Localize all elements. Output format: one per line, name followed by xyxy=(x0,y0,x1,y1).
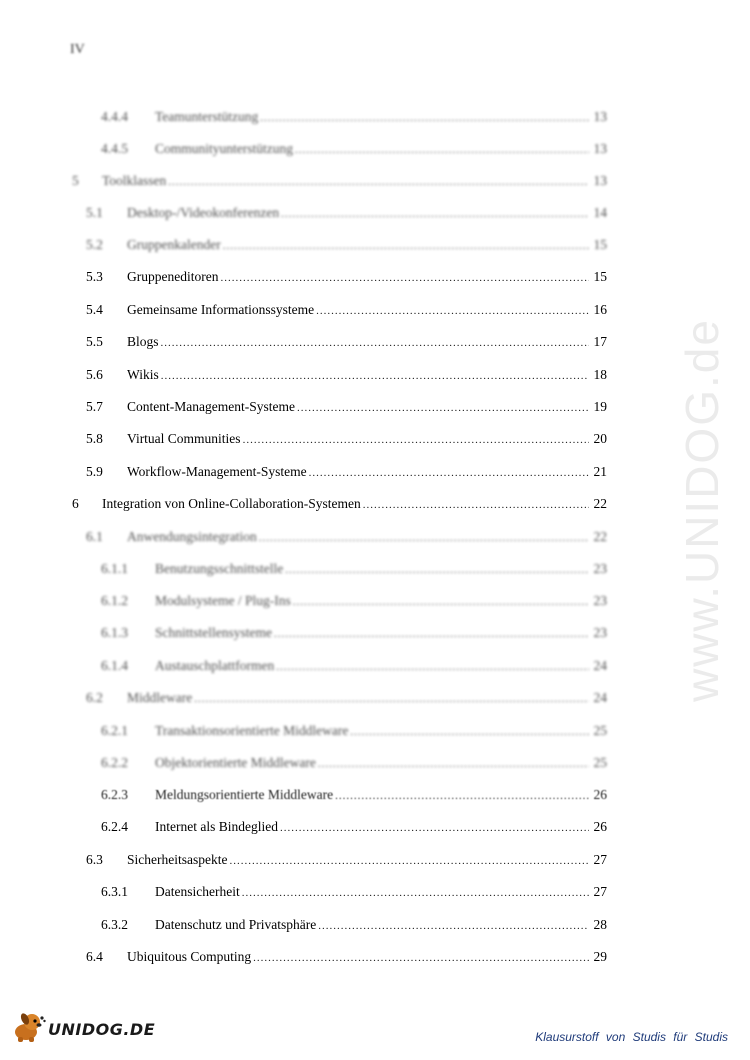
toc-entry-number: 6.3.1 xyxy=(101,884,128,899)
toc-entry-page: 13 xyxy=(593,173,607,188)
toc-entry-page: 20 xyxy=(593,431,607,446)
toc-entry xyxy=(101,106,607,128)
toc-entry xyxy=(86,266,607,288)
toc-entry-page: 15 xyxy=(593,269,607,284)
toc-entry-page: 26 xyxy=(593,819,607,834)
watermark-text: www.UNIDOG.de xyxy=(676,318,729,702)
dot-leader xyxy=(309,462,589,484)
toc-entry-title: Austauschplattformen xyxy=(155,658,275,673)
toc-entry-number: 6.2.2 xyxy=(101,755,128,770)
toc-entry-title: Modulsysteme / Plug-Ins xyxy=(155,593,291,608)
dot-leader xyxy=(274,623,589,645)
dot-leader xyxy=(316,300,589,322)
dot-leader xyxy=(253,947,589,969)
toc-entry-title: Benutzungsschnittstelle xyxy=(155,561,284,576)
toc-entry xyxy=(86,396,607,418)
toc-entry-page: 15 xyxy=(593,237,607,252)
dog-icon xyxy=(12,1010,46,1049)
toc-entry xyxy=(86,234,607,256)
toc-entry xyxy=(101,752,607,774)
toc-entry xyxy=(101,655,607,677)
toc-entry xyxy=(101,816,607,838)
toc-entry-number: 5.3 xyxy=(86,269,103,284)
dot-leader xyxy=(280,817,589,839)
footer-tagline: Klausurstoff von Studis für Studis xyxy=(535,1030,728,1044)
dot-leader xyxy=(194,688,589,710)
logo-text: UNIDOG.DE xyxy=(48,1020,156,1039)
toc-entry xyxy=(101,622,607,644)
toc-entry-page: 27 xyxy=(593,884,607,899)
toc-entry-page: 24 xyxy=(593,658,607,673)
unidog-logo[interactable] xyxy=(12,1010,155,1049)
toc-entry-page: 13 xyxy=(593,109,607,124)
toc-entry-number: 5.8 xyxy=(86,431,103,446)
toc-entry xyxy=(86,331,607,353)
toc-entry-page: 29 xyxy=(593,949,607,964)
toc-entry xyxy=(101,914,607,936)
toc-entry-page: 26 xyxy=(593,787,607,802)
dot-leader xyxy=(318,915,589,937)
toc-entry-title: Content-Management-Systeme xyxy=(127,399,295,414)
toc-entry-number: 4.4.4 xyxy=(101,109,128,124)
dot-leader xyxy=(220,267,589,289)
toc-entry-number: 6 xyxy=(72,496,79,511)
toc-entry-page: 27 xyxy=(593,852,607,867)
toc-entry-page: 14 xyxy=(593,205,607,220)
toc-entry xyxy=(72,493,607,515)
toc-entry-number: 6.1.3 xyxy=(101,625,128,640)
toc-entry-title: Teamunterstützung xyxy=(155,109,259,124)
toc-entry-title: Blogs xyxy=(127,334,159,349)
toc-entry-page: 24 xyxy=(593,690,607,705)
toc-entry-number: 4.4.5 xyxy=(101,141,128,156)
toc-entry xyxy=(86,428,607,450)
toc-entry xyxy=(101,720,607,742)
toc-entry-page: 22 xyxy=(593,496,607,511)
toc-entry-number: 6.2.3 xyxy=(101,787,128,802)
toc-entry-title: Meldungsorientierte Middleware xyxy=(155,787,334,802)
dot-leader xyxy=(293,591,589,613)
toc-entry xyxy=(72,170,607,192)
dot-leader xyxy=(260,107,589,129)
toc-entry-number: 5.2 xyxy=(86,237,103,252)
toc-entry-title: Ubiquitous Computing xyxy=(127,949,252,964)
dot-leader xyxy=(285,559,589,581)
toc-entry-page: 17 xyxy=(593,334,607,349)
toc-entry-page: 19 xyxy=(593,399,607,414)
toc-entry-number: 6.3.2 xyxy=(101,917,128,932)
toc-entry-page: 22 xyxy=(593,529,607,544)
toc-entry-number: 5.4 xyxy=(86,302,103,317)
toc-entry-title: Workflow-Management-Systeme xyxy=(127,464,307,479)
toc-entry-page: 16 xyxy=(593,302,607,317)
toc-entry-page: 23 xyxy=(593,593,607,608)
toc-entry-number: 6.2.4 xyxy=(101,819,128,834)
dot-leader xyxy=(168,171,589,193)
page-number: IV xyxy=(70,42,85,57)
toc-entry xyxy=(86,946,607,968)
dot-leader xyxy=(295,139,589,161)
toc-entry-page: 13 xyxy=(593,141,607,156)
toc-entry-number: 6.1.4 xyxy=(101,658,128,673)
toc-entry-page: 25 xyxy=(593,755,607,770)
toc-entry-title: Communityunterstützung xyxy=(155,141,293,156)
toc-entry-title: Datensicherheit xyxy=(155,884,240,899)
dot-leader xyxy=(276,656,589,678)
toc-entry-page: 21 xyxy=(593,464,607,479)
toc-entry xyxy=(101,138,607,160)
toc-entry-title: Internet als Bindeglied xyxy=(155,819,278,834)
toc-entry-title: Middleware xyxy=(127,690,193,705)
dot-leader xyxy=(243,429,589,451)
toc-entry xyxy=(86,849,607,871)
dot-leader xyxy=(281,203,589,225)
toc-entry xyxy=(86,687,607,709)
toc-entry-title: Datenschutz und Privatsphäre xyxy=(155,917,317,932)
toc-entry-number: 6.1 xyxy=(86,529,103,544)
toc-entry-title: Schnittstellensysteme xyxy=(155,625,272,640)
dot-leader xyxy=(335,785,589,807)
toc-entry xyxy=(101,558,607,580)
toc-entry-number: 6.2 xyxy=(86,690,103,705)
toc-entry-title: Wikis xyxy=(127,367,159,382)
toc-entry-page: 28 xyxy=(593,917,607,932)
dot-leader xyxy=(318,753,589,775)
dot-leader xyxy=(161,365,589,387)
dot-leader xyxy=(242,882,589,904)
toc-entry-title: Anwendungsintegration xyxy=(127,529,257,544)
toc-entry-title: Gruppeneditoren xyxy=(127,269,219,284)
dot-leader xyxy=(223,235,589,257)
toc-entry xyxy=(86,299,607,321)
watermark xyxy=(672,280,732,740)
toc-entry-number: 5.5 xyxy=(86,334,103,349)
toc-entry-title: Objektorientierte Middleware xyxy=(155,755,316,770)
toc-entry xyxy=(101,881,607,903)
toc-entry-number: 5.1 xyxy=(86,205,103,220)
toc-entry-page: 18 xyxy=(593,367,607,382)
toc-entry-title: Integration von Online-Collaboration-Systemen xyxy=(102,496,361,511)
dot-leader xyxy=(363,494,589,516)
toc-entry-number: 6.1.1 xyxy=(101,561,128,576)
toc-entry-title: Transaktionsorientierte Middleware xyxy=(155,723,349,738)
toc-entry-number: 5.6 xyxy=(86,367,103,382)
toc-entry-number: 5.9 xyxy=(86,464,103,479)
toc-entry-page: 23 xyxy=(593,561,607,576)
toc-entry-number: 6.1.2 xyxy=(101,593,128,608)
toc-entry-title: Toolklassen xyxy=(102,173,167,188)
toc-entry-page: 25 xyxy=(593,723,607,738)
dot-leader xyxy=(297,397,589,419)
toc-entry-number: 5.7 xyxy=(86,399,103,414)
toc-entry xyxy=(86,202,607,224)
dot-leader xyxy=(259,527,589,549)
toc-entry-title: Virtual Communities xyxy=(127,431,241,446)
dot-leader xyxy=(229,850,589,872)
toc-entry xyxy=(86,526,607,548)
toc-entry-number: 5 xyxy=(72,173,79,188)
toc-entry xyxy=(86,364,607,386)
toc-entry xyxy=(86,461,607,483)
toc-entry-number: 6.3 xyxy=(86,852,103,867)
toc-entry-number: 6.2.1 xyxy=(101,723,128,738)
toc-entry-title: Gruppenkalender xyxy=(127,237,221,252)
toc-entry-page: 23 xyxy=(593,625,607,640)
dot-leader xyxy=(350,721,589,743)
toc-entry-title: Desktop-/Videokonferenzen xyxy=(127,205,280,220)
toc-entry xyxy=(101,590,607,612)
dot-leader xyxy=(161,332,589,354)
toc-entry-number: 6.4 xyxy=(86,949,103,964)
toc-entry-title: Sicherheitsaspekte xyxy=(127,852,228,867)
toc-entry-title: Gemeinsame Informationssysteme xyxy=(127,302,315,317)
toc-entry xyxy=(101,784,607,806)
